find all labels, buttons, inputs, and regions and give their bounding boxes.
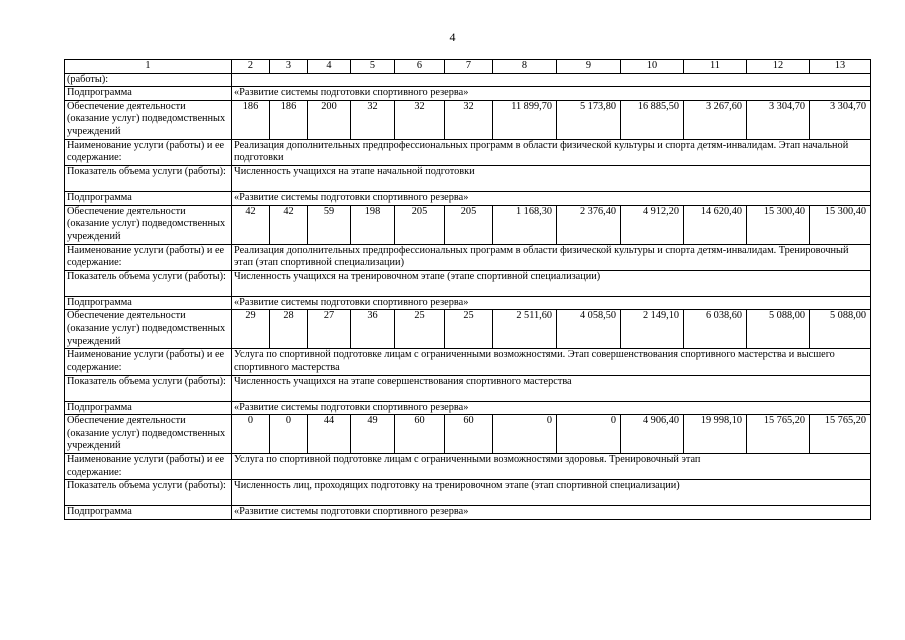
value-cell: 36 [351,310,395,349]
value-cell: 15 300,40 [810,205,871,244]
value-cell: 205 [445,205,493,244]
table-row [65,87,871,101]
value-cell: 11 899,70 [493,100,557,139]
value-cell: 2 149,10 [621,310,684,349]
value-cell: 42 [270,205,308,244]
table-row [65,270,871,296]
row-label: Показатель объема услуги (работы): [65,165,232,191]
column-number-header: 2 [232,60,270,74]
value-cell: 6 038,60 [684,310,747,349]
table-row [65,139,871,165]
value-cell: 3 304,70 [747,100,810,139]
value-cell: 0 [557,415,621,454]
row-content: «Развитие системы подготовки спортивного резерва» [232,191,871,205]
table-row [65,191,871,205]
row-content: «Развитие системы подготовки спортивного резерва» [232,87,871,101]
value-cell: 29 [232,310,270,349]
row-content: Услуга по спортивной подготовке лицам с ограниченными возможностями. Этап совершенствования спортивного мастерства и высшего спортивного мастерства [232,349,871,375]
row-content: Реализация дополнительных предпрофессиональных программ в области физической культуры и спорта детям-инвалидам. Этап начальной подготовки [232,139,871,165]
value-cell: 59 [308,205,351,244]
value-cell: 4 912,20 [621,205,684,244]
row-label: Наименование услуги (работы) и ее содержание: [65,349,232,375]
row-label: Подпрограмма [65,401,232,415]
value-cell: 19 998,10 [684,415,747,454]
row-content: Услуга по спортивной подготовке лицам с ограниченными возможностями здоровья. Тренировочный этап [232,454,871,480]
row-content: Численность лиц, проходящих подготовку на тренировочном этапе (этап спортивной специализации) [232,480,871,506]
row-content: Численность учащихся на тренировочном этапе (этапе спортивной специализации) [232,270,871,296]
value-cell: 49 [351,415,395,454]
table-header-row [65,60,871,74]
table-row [65,375,871,401]
row-label: Подпрограмма [65,506,232,520]
value-cell: 15 765,20 [747,415,810,454]
value-cell: 15 765,20 [810,415,871,454]
column-number-header: 11 [684,60,747,74]
row-content: «Развитие системы подготовки спортивного резерва» [232,401,871,415]
services-table [64,59,871,520]
value-cell: 28 [270,310,308,349]
value-cell: 0 [270,415,308,454]
value-cell: 3 267,60 [684,100,747,139]
row-content: «Развитие системы подготовки спортивного резерва» [232,506,871,520]
row-label: Показатель объема услуги (работы): [65,480,232,506]
column-number-header: 1 [65,60,232,74]
table-row [65,310,871,349]
value-cell: 2 511,60 [493,310,557,349]
value-cell: 5 088,00 [747,310,810,349]
table-row [65,296,871,310]
page-number: 4 [449,30,456,44]
value-cell: 198 [351,205,395,244]
value-cell: 186 [270,100,308,139]
row-label: Наименование услуги (работы) и ее содержание: [65,244,232,270]
row-label: Обеспечение деятельности (оказание услуг) подведомственных учреждений [65,310,232,349]
value-cell: 32 [445,100,493,139]
column-number-header: 10 [621,60,684,74]
row-content: Численность учащихся на этапе совершенствования спортивного мастерства [232,375,871,401]
row-label: Обеспечение деятельности (оказание услуг) подведомственных учреждений [65,415,232,454]
value-cell: 27 [308,310,351,349]
row-content: Численность учащихся на этапе начальной подготовки [232,165,871,191]
value-cell: 60 [445,415,493,454]
column-number-header: 5 [351,60,395,74]
value-cell: 186 [232,100,270,139]
table-row [65,415,871,454]
column-number-header: 9 [557,60,621,74]
column-number-header: 6 [395,60,445,74]
value-cell: 1 168,30 [493,205,557,244]
table-row [65,506,871,520]
column-number-header: 13 [810,60,871,74]
row-label: Подпрограмма [65,296,232,310]
value-cell: 5 173,80 [557,100,621,139]
table-row [65,73,871,87]
value-cell: 32 [351,100,395,139]
row-label: Подпрограмма [65,87,232,101]
table-row [65,205,871,244]
value-cell: 2 376,40 [557,205,621,244]
row-label: Наименование услуги (работы) и ее содержание: [65,454,232,480]
table-row [65,401,871,415]
value-cell: 200 [308,100,351,139]
row-content: Реализация дополнительных предпрофессиональных программ в области физической культуры и спорта детям-инвалидам. Тренировочный этап (этап спортивной специализации) [232,244,871,270]
row-label: Показатель объема услуги (работы): [65,375,232,401]
row-label: Наименование услуги (работы) и ее содержание: [65,139,232,165]
table-row [65,100,871,139]
value-cell: 15 300,40 [747,205,810,244]
value-cell: 60 [395,415,445,454]
value-cell: 25 [395,310,445,349]
row-label: (работы): [65,73,232,87]
column-number-header: 7 [445,60,493,74]
row-content: «Развитие системы подготовки спортивного резерва» [232,296,871,310]
value-cell: 14 620,40 [684,205,747,244]
value-cell: 42 [232,205,270,244]
value-cell: 32 [395,100,445,139]
table-row [65,244,871,270]
value-cell: 0 [232,415,270,454]
value-cell: 5 088,00 [810,310,871,349]
value-cell: 44 [308,415,351,454]
row-label: Показатель объема услуги (работы): [65,270,232,296]
column-number-header: 4 [308,60,351,74]
table-row [65,165,871,191]
value-cell: 4 906,40 [621,415,684,454]
row-label: Подпрограмма [65,191,232,205]
row-content [232,73,871,87]
value-cell: 25 [445,310,493,349]
value-cell: 0 [493,415,557,454]
column-number-header: 8 [493,60,557,74]
value-cell: 4 058,50 [557,310,621,349]
table-row [65,349,871,375]
row-label: Обеспечение деятельности (оказание услуг) подведомственных учреждений [65,205,232,244]
column-number-header: 12 [747,60,810,74]
column-number-header: 3 [270,60,308,74]
value-cell: 205 [395,205,445,244]
value-cell: 16 885,50 [621,100,684,139]
table-row [65,454,871,480]
table-row [65,480,871,506]
row-label: Обеспечение деятельности (оказание услуг) подведомственных учреждений [65,100,232,139]
value-cell: 3 304,70 [810,100,871,139]
